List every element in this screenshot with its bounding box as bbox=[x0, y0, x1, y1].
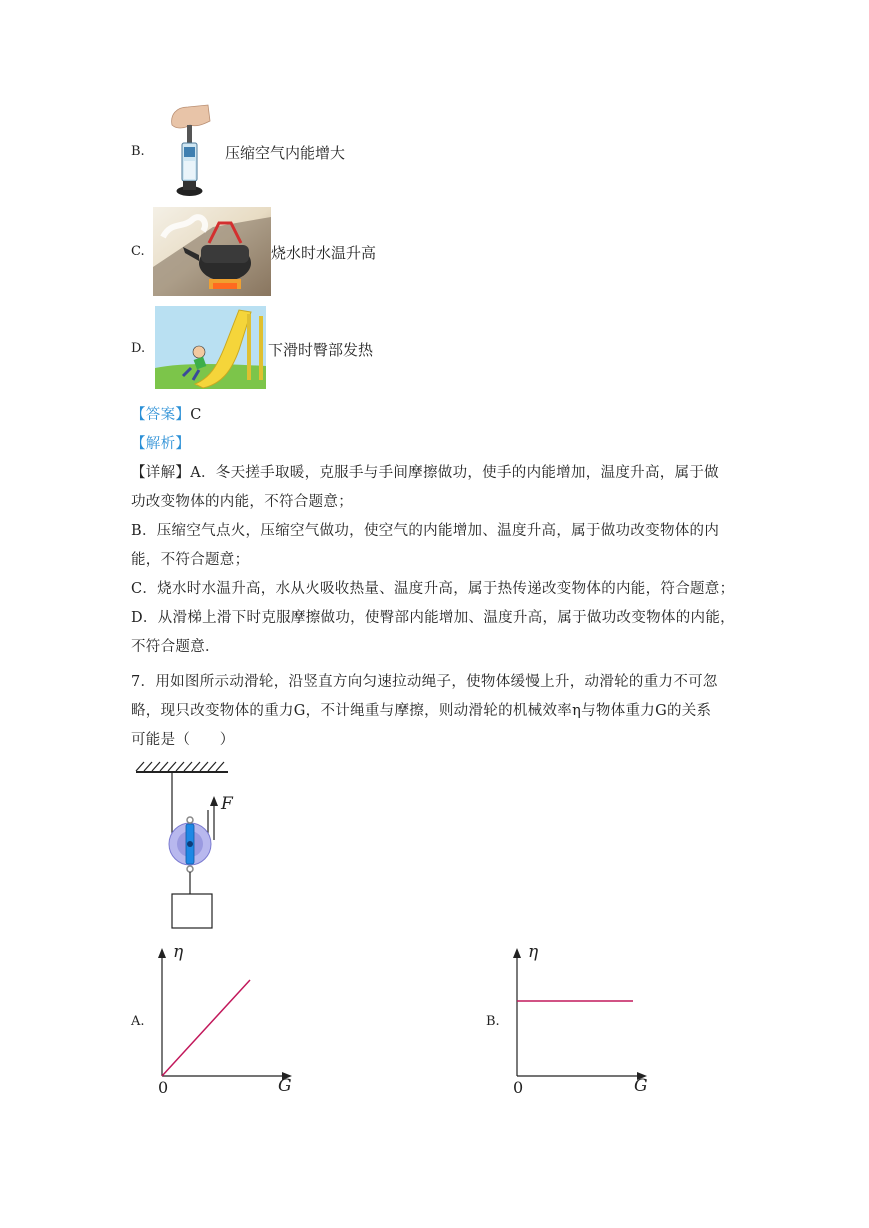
question-7-line-1: 7．用如图所示动滑轮，沿竖直方向匀速拉动绳子，使物体缓慢上升，动滑轮的重力不可忽 bbox=[131, 674, 718, 690]
option-d-letter: D. bbox=[131, 341, 146, 356]
question-7 bbox=[131, 668, 741, 755]
answer-line bbox=[131, 401, 741, 430]
graph-option-b bbox=[505, 942, 655, 1094]
slide-cartoon bbox=[155, 306, 266, 389]
efficiency-line bbox=[162, 980, 250, 1076]
graph-b-x-label: G bbox=[634, 1076, 648, 1096]
detail-tag: 【详解】 bbox=[131, 465, 191, 481]
graph-option-a-letter: A. bbox=[131, 1014, 145, 1029]
detail-line-4: 能，不符合题意； bbox=[131, 552, 250, 568]
graph-b-origin: 0 bbox=[513, 1078, 524, 1097]
detail-line-6: D．从滑梯上滑下时克服摩擦做功，使臀部内能增加、温度升高，属于做功改变物体的内能， bbox=[131, 610, 735, 626]
graph-a-x-label: G bbox=[278, 1076, 292, 1096]
analysis-line bbox=[131, 430, 741, 459]
option-d-text: 下滑时臀部发热 bbox=[268, 341, 374, 359]
force-label: F bbox=[221, 794, 233, 814]
question-7-line-2: 略，现只改变物体的重力G，不计绳重与摩擦，则动滑轮的机械效率η与物体重力G的关系 bbox=[131, 703, 712, 719]
pulley-figure bbox=[130, 758, 240, 933]
answer-tag: 【答案】 bbox=[131, 407, 191, 423]
graph-option-b-letter: B. bbox=[486, 1014, 500, 1029]
kettle-photo bbox=[153, 207, 271, 296]
analysis-tag: 【解析】 bbox=[131, 436, 191, 452]
graph-b-y-label: η bbox=[528, 942, 539, 962]
ceiling-hatch bbox=[136, 762, 224, 771]
graph-a-y-label: η bbox=[173, 942, 184, 962]
detail-line-5: C．烧水时水温升高，水从火吸收热量、温度升高，属于热传递改变物体的内能，符合题意； bbox=[131, 581, 735, 597]
air-pump-photo bbox=[166, 103, 212, 199]
option-b-letter: B. bbox=[131, 144, 145, 159]
detail-line-2: 功改变物体的内能，不符合题意； bbox=[131, 494, 353, 510]
detail-block bbox=[131, 459, 741, 662]
graph-option-a bbox=[150, 942, 300, 1094]
answer-value: C bbox=[190, 407, 202, 423]
detail-line-7: 不符合题意． bbox=[131, 639, 220, 655]
graph-a-origin: 0 bbox=[158, 1078, 169, 1097]
option-c-text: 烧水时水温升高 bbox=[271, 244, 377, 262]
detail-line-3: B．压缩空气点火，压缩空气做功，使空气的内能增加、温度升高，属于做功改变物体的内 bbox=[131, 523, 720, 539]
question-7-line-3: 可能是（ ） bbox=[131, 732, 235, 748]
option-b-text: 压缩空气内能增大 bbox=[225, 144, 346, 162]
detail-line-1: 【详解】A．冬天搓手取暖，克服手与手间摩擦做功，使手的内能增加，温度升高，属于做 bbox=[131, 465, 719, 481]
option-c-letter: C. bbox=[131, 244, 145, 259]
